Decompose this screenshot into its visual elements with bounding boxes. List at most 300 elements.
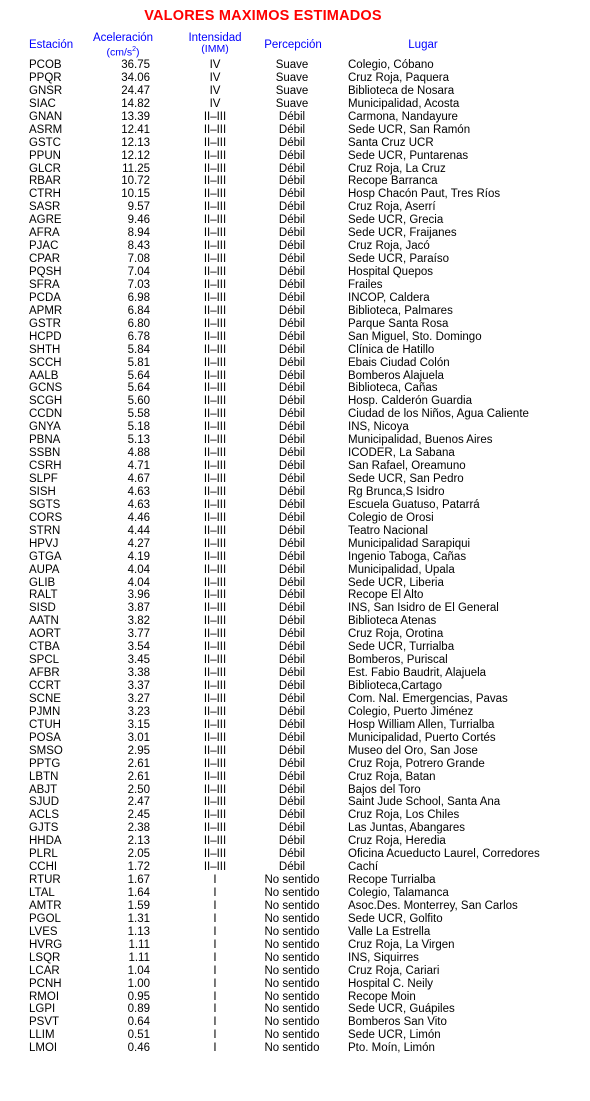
table-row <box>0 706 590 719</box>
intensity-value: II–III <box>203 214 227 227</box>
intensity-value: II–III <box>203 421 227 434</box>
location-name: Cachí <box>348 861 379 874</box>
station-code: LCAR <box>29 964 60 977</box>
perception-value: Débil <box>278 654 306 667</box>
acceleration-value: 4.44 <box>127 524 150 537</box>
station-code: LMOI <box>29 1042 58 1055</box>
acceleration-value: 5.84 <box>127 343 150 356</box>
table-row <box>0 887 590 900</box>
acceleration-value: 13.39 <box>121 110 150 123</box>
acceleration-value: 1.11 <box>128 951 150 964</box>
acceleration-value: 3.82 <box>127 615 150 628</box>
acceleration-value: 34.06 <box>121 71 150 84</box>
intensity-value: II–III <box>203 524 227 537</box>
table-row <box>0 809 590 822</box>
intensity-value: II–III <box>203 369 227 382</box>
location-name: Municipalidad, Puerto Cortés <box>348 731 496 744</box>
intensity-value: IV <box>209 59 221 71</box>
header-lugar: Lugar <box>408 39 438 51</box>
station-code: GSTR <box>29 317 61 330</box>
perception-value: No sentido <box>264 887 320 899</box>
acceleration-value: 3.15 <box>127 718 150 731</box>
table-row <box>0 292 590 305</box>
location-name: Bajos del Toro <box>348 783 421 796</box>
location-name: Cruz Roja, Jacó <box>348 240 430 253</box>
intensity-value: II–III <box>203 757 227 770</box>
location-name: INS, San Isidro de El General <box>348 602 499 615</box>
table-row <box>0 615 590 628</box>
location-name: Recope Turrialba <box>348 874 436 887</box>
acceleration-value: 4.71 <box>127 460 150 473</box>
acceleration-value: 3.45 <box>127 654 150 667</box>
acceleration-value: 4.63 <box>127 485 150 498</box>
intensity-value: I <box>213 1042 217 1055</box>
perception-value: No sentido <box>264 899 320 912</box>
perception-value: Débil <box>278 692 306 705</box>
intensity-value: II–III <box>203 718 227 731</box>
perception-value: Débil <box>278 382 306 395</box>
station-code: SPCL <box>29 654 60 667</box>
station-code: GNAN <box>29 110 63 123</box>
header-intensidad-units: (IMM) <box>201 43 229 55</box>
acceleration-value: 1.64 <box>127 887 150 899</box>
perception-value: Débil <box>278 835 306 848</box>
station-code: PCDA <box>29 291 61 304</box>
location-name: Cruz Roja, Cariari <box>348 964 440 977</box>
table-row <box>0 266 590 279</box>
station-code: SIAC <box>29 97 56 110</box>
intensity-value: II–III <box>203 731 227 744</box>
location-name: Cruz Roja, Aserrí <box>348 201 436 214</box>
perception-value: No sentido <box>264 951 320 964</box>
acceleration-value: 9.46 <box>127 214 150 227</box>
station-code: LBTN <box>29 770 59 783</box>
location-name: Valle La Estrella <box>348 925 431 938</box>
location-name: Hosp Chacón Paut, Tres Ríos <box>348 188 501 201</box>
intensity-value: II–III <box>203 796 227 809</box>
table-row <box>0 745 590 758</box>
table-row <box>0 771 590 784</box>
perception-value: Débil <box>278 408 306 421</box>
acceleration-value: 2.61 <box>127 770 150 783</box>
table-row <box>0 111 590 124</box>
table-row <box>0 395 590 408</box>
location-name: Museo del Oro, San Jose <box>348 744 478 757</box>
acceleration-value: 3.23 <box>127 705 150 718</box>
perception-value: Débil <box>278 162 306 175</box>
header-aceleracion <box>80 33 166 59</box>
table-row <box>0 59 590 72</box>
location-name: Clínica de Hatillo <box>348 343 435 356</box>
table-row <box>0 279 590 292</box>
units-exponent: 2 <box>132 46 137 53</box>
station-code: CCRT <box>29 680 61 692</box>
table-row <box>0 473 590 486</box>
table-row <box>0 72 590 85</box>
acceleration-value: 6.78 <box>127 330 150 343</box>
location-name: Pto. Moín, Limón <box>348 1042 435 1055</box>
location-name: Est. Fabio Baudrit, Alajuela <box>348 667 487 680</box>
perception-value: Débil <box>278 343 306 356</box>
intensity-value: II–III <box>203 848 227 861</box>
acceleration-value: 3.37 <box>127 680 150 692</box>
perception-value: Débil <box>278 240 306 253</box>
acceleration-value: 0.51 <box>127 1029 150 1042</box>
intensity-value: I <box>213 964 217 977</box>
perception-value: No sentido <box>264 990 320 1003</box>
location-name: Ciudad de los Niños, Agua Caliente <box>348 408 529 421</box>
location-name: Biblioteca,Cartago <box>348 680 442 692</box>
perception-value: Débil <box>278 783 306 796</box>
station-code: SISD <box>29 602 56 615</box>
acceleration-value: 0.89 <box>127 1003 150 1016</box>
location-name: Sede UCR, Limón <box>348 1029 441 1042</box>
table-row <box>0 874 590 887</box>
table-row <box>0 382 590 395</box>
table-row <box>0 201 590 214</box>
perception-value: Débil <box>278 589 306 602</box>
perception-value: Débil <box>278 848 306 861</box>
station-code: PPTG <box>29 757 61 770</box>
units-close: ) <box>136 46 140 59</box>
location-name: Sede UCR, Guápiles <box>348 1003 455 1016</box>
location-name: Cruz Roja, La Cruz <box>348 162 446 175</box>
location-name: Parque Santa Rosa <box>348 317 449 330</box>
table-row <box>0 240 590 253</box>
perception-value: Débil <box>278 563 306 576</box>
location-name: Saint Jude School, Santa Ana <box>348 796 501 809</box>
table-row <box>0 344 590 357</box>
acceleration-value: 7.04 <box>127 266 150 278</box>
acceleration-value: 9.57 <box>127 201 150 214</box>
perception-value: Débil <box>278 705 306 718</box>
header-aceleracion-units <box>80 44 166 59</box>
intensity-value: IV <box>209 97 221 110</box>
station-code: SCGH <box>29 395 63 408</box>
station-code: PJAC <box>29 240 59 253</box>
table-row <box>0 991 590 1004</box>
perception-value: No sentido <box>264 964 320 977</box>
station-code: GJTS <box>29 822 59 835</box>
intensity-value: II–III <box>203 317 227 330</box>
acceleration-value: 4.88 <box>127 447 150 460</box>
location-name: Escuela Guatuso, Patarrá <box>348 498 480 511</box>
station-code: PSVT <box>29 1016 60 1029</box>
perception-value: Débil <box>278 175 306 188</box>
location-name: San Rafael, Oreamuno <box>348 460 466 473</box>
acceleration-value: 8.94 <box>127 227 150 240</box>
station-code: PBNA <box>29 434 61 447</box>
intensity-value: II–III <box>203 395 227 408</box>
intensity-value: II–III <box>203 744 227 757</box>
station-code: RMOI <box>29 990 60 1003</box>
station-code: CCDN <box>29 408 63 421</box>
acceleration-value: 0.64 <box>127 1016 150 1029</box>
station-code: LVES <box>29 925 58 938</box>
station-code: ASRM <box>29 123 63 136</box>
table-row <box>0 654 590 667</box>
station-code: SSBN <box>29 447 61 460</box>
perception-value: Débil <box>278 550 306 563</box>
table-row <box>0 318 590 331</box>
acceleration-value: 1.72 <box>127 861 150 874</box>
location-name: Biblioteca Atenas <box>348 615 437 628</box>
intensity-value: II–III <box>203 861 227 874</box>
acceleration-value: 5.64 <box>127 369 150 382</box>
intensity-value: I <box>213 1016 217 1029</box>
perception-value: Débil <box>278 498 306 511</box>
location-name: Colegio, Puerto Jiménez <box>348 705 474 718</box>
location-name: Com. Nal. Emergencias, Pavas <box>348 692 508 705</box>
location-name: Asoc.Des. Monterrey, San Carlos <box>348 899 518 912</box>
intensity-value: II–III <box>203 330 227 343</box>
table-row <box>0 900 590 913</box>
location-name: Sede UCR, Fraijanes <box>348 227 457 240</box>
perception-value: Débil <box>278 253 306 266</box>
intensity-value: II–III <box>203 149 227 162</box>
acceleration-value: 3.38 <box>127 667 150 680</box>
location-name: Sede UCR, Paraíso <box>348 253 449 266</box>
intensity-value: I <box>213 925 217 938</box>
perception-value: Débil <box>278 460 306 473</box>
table-row <box>0 1003 590 1016</box>
table-row <box>0 137 590 150</box>
intensity-value: II–III <box>203 485 227 498</box>
intensity-value: I <box>213 874 217 887</box>
intensity-value: II–III <box>203 356 227 369</box>
acceleration-value: 1.67 <box>127 874 150 887</box>
acceleration-value: 12.41 <box>121 123 150 136</box>
intensity-value: II–III <box>203 473 227 485</box>
station-code: SCNE <box>29 692 61 705</box>
acceleration-value: 8.43 <box>127 240 150 253</box>
station-code: PCOB <box>29 59 62 71</box>
station-code: PJMN <box>29 705 61 718</box>
station-code: HVRG <box>29 938 63 951</box>
station-code: SCCH <box>29 356 62 369</box>
intensity-value: I <box>213 1029 217 1042</box>
table-row <box>0 85 590 98</box>
perception-value: Débil <box>278 356 306 369</box>
intensity-value: II–III <box>203 460 227 473</box>
station-code: PLRL <box>29 848 58 861</box>
intensity-value: II–III <box>203 201 227 214</box>
acceleration-value: 3.01 <box>127 731 150 744</box>
intensity-value: II–III <box>203 641 227 654</box>
intensity-value: II–III <box>203 136 227 149</box>
intensity-value: II–III <box>203 511 227 524</box>
perception-value: No sentido <box>264 977 320 990</box>
table-row <box>0 641 590 654</box>
intensity-value: II–III <box>203 615 227 628</box>
location-name: Biblioteca, Palmares <box>348 304 453 317</box>
location-name: INS, Siquirres <box>348 951 419 964</box>
intensity-value: II–III <box>203 123 227 136</box>
station-code: LTAL <box>29 887 55 899</box>
location-name: Biblioteca de Nosara <box>348 84 455 97</box>
table-row <box>0 305 590 318</box>
table-row <box>0 978 590 991</box>
location-name: Hospital Quepos <box>348 266 434 278</box>
table-row <box>0 188 590 201</box>
table-row <box>0 434 590 447</box>
acceleration-value: 2.13 <box>127 835 150 848</box>
intensity-value: II–III <box>203 550 227 563</box>
intensity-value: II–III <box>203 822 227 835</box>
acceleration-value: 5.13 <box>127 434 150 447</box>
perception-value: Débil <box>278 123 306 136</box>
perception-value: Débil <box>278 291 306 304</box>
location-name: ICODER, La Sabana <box>348 447 455 460</box>
table-row <box>0 602 590 615</box>
acceleration-value: 14.82 <box>121 97 150 110</box>
location-name: Recope Barranca <box>348 175 438 188</box>
perception-value: Débil <box>278 330 306 343</box>
station-code: SHTH <box>29 343 61 356</box>
acceleration-value: 2.50 <box>127 783 150 796</box>
acceleration-value: 1.13 <box>127 925 150 938</box>
perception-value: Débil <box>278 511 306 524</box>
header-intensidad <box>172 33 258 55</box>
acceleration-value: 2.38 <box>127 822 150 835</box>
station-code: RALT <box>29 589 58 602</box>
intensity-value: I <box>213 887 217 899</box>
intensity-value: II–III <box>203 537 227 550</box>
intensity-value: II–III <box>203 680 227 692</box>
station-code: PCNH <box>29 977 62 990</box>
station-code: SISH <box>29 485 56 498</box>
location-name: Las Juntas, Abangares <box>348 822 465 835</box>
location-name: Colegio, Talamanca <box>348 887 449 899</box>
acceleration-value: 0.95 <box>127 990 150 1003</box>
location-name: INCOP, Caldera <box>348 291 430 304</box>
table-row <box>0 150 590 163</box>
acceleration-value: 5.60 <box>127 395 150 408</box>
station-code: STRN <box>29 524 61 537</box>
station-code: RBAR <box>29 175 61 188</box>
acceleration-value: 2.05 <box>127 848 150 861</box>
table-row <box>0 680 590 693</box>
station-code: GNSR <box>29 84 63 97</box>
location-name: Hospital C. Neily <box>348 977 433 990</box>
intensity-value: II–III <box>203 692 227 705</box>
table-row <box>0 628 590 641</box>
intensity-value: II–III <box>203 278 227 291</box>
table-row <box>0 551 590 564</box>
header-intensidad-label: Intensidad <box>188 32 242 44</box>
acceleration-value: 1.59 <box>127 899 150 912</box>
table-row <box>0 822 590 835</box>
perception-value: Débil <box>278 628 306 641</box>
station-code: ACLS <box>29 809 60 822</box>
table-row <box>0 163 590 176</box>
station-code: SLPF <box>29 473 58 485</box>
acceleration-value: 6.98 <box>127 291 150 304</box>
perception-value: Débil <box>278 602 306 615</box>
acceleration-value: 6.80 <box>127 317 150 330</box>
station-code: PQSH <box>29 266 62 278</box>
location-name: Colegio, Cóbano <box>348 59 434 71</box>
table-row <box>0 965 590 978</box>
table-row <box>0 939 590 952</box>
station-code: HPVJ <box>29 537 59 550</box>
perception-value: No sentido <box>264 925 320 938</box>
acceleration-value: 0.46 <box>127 1042 150 1055</box>
acceleration-value: 2.61 <box>127 757 150 770</box>
station-code: RTUR <box>29 874 61 887</box>
table-row <box>0 370 590 383</box>
acceleration-value: 5.81 <box>127 356 150 369</box>
acceleration-value: 2.45 <box>127 809 150 822</box>
perception-value: No sentido <box>264 1003 320 1016</box>
location-name: San Miguel, Sto. Domingo <box>348 330 482 343</box>
station-code: CTUH <box>29 718 61 731</box>
table-row <box>0 564 590 577</box>
perception-value: Débil <box>278 641 306 654</box>
location-name: Municipalidad, Buenos Aires <box>348 434 493 447</box>
perception-value: Débil <box>278 266 306 278</box>
acceleration-value: 5.58 <box>127 408 150 421</box>
table-row <box>0 408 590 421</box>
station-code: AGRE <box>29 214 62 227</box>
perception-value: Débil <box>278 188 306 201</box>
perception-value: No sentido <box>264 912 320 925</box>
station-code: GTGA <box>29 550 62 563</box>
table-row <box>0 1016 590 1029</box>
perception-value: Débil <box>278 214 306 227</box>
acceleration-value: 4.04 <box>127 576 150 589</box>
perception-value: Débil <box>278 201 306 214</box>
acceleration-value: 1.11 <box>128 938 150 951</box>
acceleration-value: 4.63 <box>127 498 150 511</box>
table-row <box>0 331 590 344</box>
intensity-value: I <box>213 951 217 964</box>
table-row <box>0 124 590 137</box>
station-code: CPAR <box>29 253 61 266</box>
station-code: AUPA <box>29 563 60 576</box>
station-code: CTRH <box>29 188 61 201</box>
location-name: Oficina Acueducto Laurel, Corredores <box>348 848 540 861</box>
intensity-value: II–III <box>203 408 227 421</box>
table-row <box>0 667 590 680</box>
location-name: Municipalidad, Acosta <box>348 97 460 110</box>
perception-value: Débil <box>278 757 306 770</box>
table-row <box>0 421 590 434</box>
location-name: Cruz Roja, Orotina <box>348 628 444 641</box>
intensity-value: II–III <box>203 783 227 796</box>
location-name: Carmona, Nandayure <box>348 110 458 123</box>
perception-value: No sentido <box>264 938 320 951</box>
perception-value: Débil <box>278 524 306 537</box>
perception-value: Débil <box>278 278 306 291</box>
acceleration-value: 12.12 <box>121 149 150 162</box>
intensity-value: II–III <box>203 253 227 266</box>
perception-value: Débil <box>278 421 306 434</box>
intensity-value: II–III <box>203 110 227 123</box>
perception-value: Débil <box>278 796 306 809</box>
perception-value: Débil <box>278 576 306 589</box>
station-code: AORT <box>29 628 61 641</box>
perception-value: No sentido <box>264 1016 320 1029</box>
location-name: Biblioteca, Cañas <box>348 382 438 395</box>
location-name: Cruz Roja, Los Chiles <box>348 809 460 822</box>
perception-value: Débil <box>278 731 306 744</box>
units-base: (cm/s <box>106 46 133 59</box>
intensity-value: II–III <box>203 705 227 718</box>
table-row <box>0 98 590 111</box>
perception-value: Débil <box>278 861 306 874</box>
station-code: SMSO <box>29 744 63 757</box>
